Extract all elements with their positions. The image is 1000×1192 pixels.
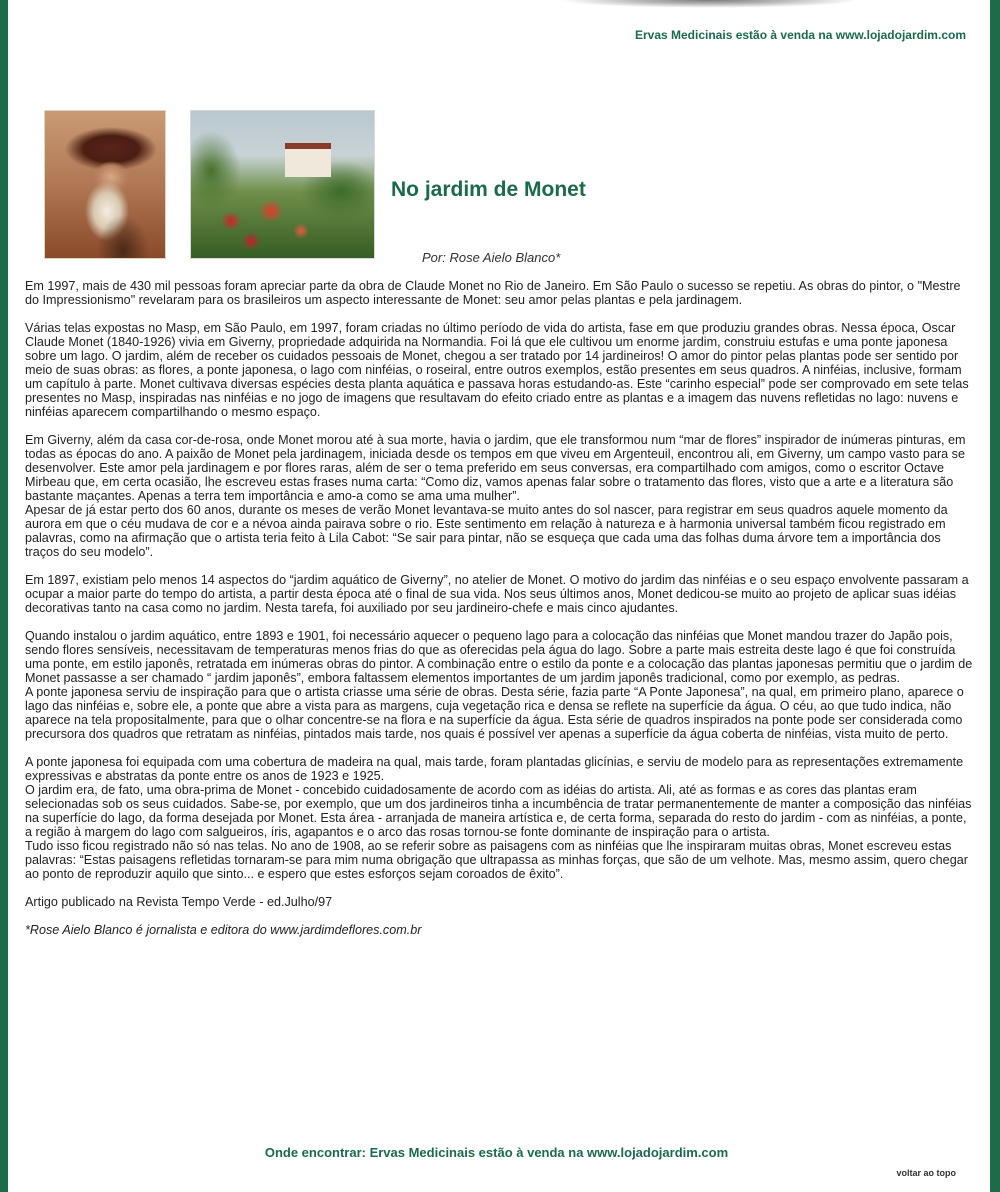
article-source: Artigo publicado na Revista Tempo Verde - ed.Julho/97 bbox=[25, 895, 333, 909]
right-border bbox=[990, 0, 1000, 1192]
paragraph: Apesar de já estar perto dos 60 anos, durante os meses de verão Monet levantava-se muito antes do sol nascer, para registrar em seus quadros aquele momento da aurora em que o céu mudava de cor e a névoa ainda pairava sobre o rio. Este sentimento em relação à natureza e à harmonia universal também ficou registrado em palavras, como na afirmação que o artista teria feito à Lila Cabot: “Se sair para pintar, não se esqueça que cada uma das folhas duma árvore tem a importância dos traços do seu modelo”. bbox=[25, 503, 948, 559]
header-shadow bbox=[560, 0, 860, 8]
article-title: No jardim de Monet bbox=[391, 178, 586, 201]
article-body bbox=[25, 279, 975, 951]
paragraph: A ponte japonesa foi equipada com uma cobertura de madeira na qual, mais tarde, foram plantadas glicínias, e serviu de modelo para as representações extremamente expressivas e abstratas da ponte entre os anos de 1923 e 1925. bbox=[25, 755, 964, 783]
store-link-top[interactable]: Ervas Medicinais estão à venda na www.lojadojardim.com bbox=[634, 28, 966, 42]
paragraph: A ponte japonesa serviu de inspiração para que o artista criasse uma série de obras. Desta série, fazia parte “A Ponte Japonesa”, na qual, em primeiro plano, aparece o lago das ninféias e, sobre ele, a ponte que abre a vista para as margens, cuja vegetação rica e densa se reflete na superfície da água. O céu, ao que tudo indica, não aparece na tela propositalmente, para que o olhar concentre-se na flora e na superfície da água. Esta série de quadros inspirados na ponte pode ser considerada como precursora dos quadros que retratam as ninféias, pintados mais tarde, nos quais é possível ver apenas a superfície da água coberta de ninféias, vista muito de perto. bbox=[25, 685, 964, 741]
paragraph: Quando instalou o jardim aquático, entre 1893 e 1901, foi necessário aquecer o pequeno lago para a colocação das ninféias que Monet mandou trazer do Japão pois, sendo flores sensíveis, necessitavam de temperaturas menos frias do que as oferecidas pela água do lago. Sobre a parte mais estreita deste lago é que foi construída uma ponte, em estilo japonês, retratada em inúmeras obras do pintor. A combinação entre o estilo da ponte e a colocação das plantas japonesas permitiu que o jardim de Monet passasse a ser chamado “ jardim japonês”, embora faltassem elementos importantes de um jardim japonês tradicional, como por exemplo, as pedras. bbox=[25, 629, 973, 685]
paragraph: Em Giverny, além da casa cor-de-rosa, onde Monet morou até à sua morte, havia o jardim, que ele transformou num “mar de flores” inspirador de inúmeras pinturas, em todas as épocas do ano. A paixão de Monet pela jardinagem, iniciada desde os tempos em que viveu em Argenteuil, encontrou ali, em Giverny, um campo vasto para se desenvolver. Este amor pela jardinagem e por flores raras, além de ser o tema preferido em seus conversas, era compartilhado com amigos, como o escritor Octave Mirbeau que, em certa ocasião, lhe escreveu estas frases numa carta: “Como diz, vamos apenas falar sobre o tratamento das flores, visto que a arte e a literatura são bastante maçantes. Apenas a terra tem importância e amo-a como se ama uma mulher”. bbox=[25, 433, 966, 503]
paragraph: Várias telas expostas no Masp, em São Paulo, em 1997, foram criadas no último período de vida do artista, fase em que produziu grandes obras. Nessa época, Oscar Claude Monet (1840-1926) vivia em Giverny, propriedade adquirida na Normandia. Foi lá que ele cultivou um enorme jardim, construiu estufas e uma ponte japonesa sobre um lago. O jardim, além de receber os cuidados pessoais de Monet, chegou a ser tratado por 14 jardineiros! O amor do pintor pelas plantas pode ser sentido por meio de suas obras: as flores, a ponte japonesa, o lago com ninféias, o roseiral, entre outros exemplos, estão presentes em seus quadros. A ninféias, inclusive, formam um capítulo à parte. Monet cultivava diversas espécies desta planta aquática e passava horas estudando-as. Este “carinho especial” pode ser comprovado em sete telas presentes no Masp, inspiradas nas ninféias e no jogo de imagens que resultavam do efeito criado entre as plantas e a imagem das nuvens refletidas no lago: nuvens e ninféias aparecem compartilhando o mesmo espaço. bbox=[25, 321, 969, 419]
paragraph: Tudo isso ficou registrado não só nas telas. No ano de 1908, ao se referir sobre as paisagens com as ninféias que lhe inspiraram muitas obras, Monet escreveu estas palavras: “Estas paisagens refletidas tornaram-se para mim numa obrigação que ultrapassa as minhas forças, que são de um velhote. Mas, mesmo assim, quero chegar ao ponto de reproduzir aquilo que sinto... e espero que estes esforços sejam coroados de êxito”. bbox=[25, 839, 968, 881]
store-link-bottom[interactable]: Onde encontrar: Ervas Medicinais estão à venda na www.lojadojardim.com bbox=[264, 1145, 729, 1160]
garden-painting-image bbox=[190, 110, 375, 259]
paragraph: O jardim era, de fato, uma obra-prima de Monet - concebido cuidadosamente de acordo com as idéias do artista. Ali, até as formas e as cores das plantas eram selecionadas sob os seus cuidados. Sabe-se, por exemplo, que um dos jardineiros tinha a incumbência de tratar permanentemente de manter a composição das ninféias na superfície do lago, da forma desejada por Monet. Esta área - arranjada de maneira artística e, de certa forma, separada do resto do jardim - com as ninféias, a ponte, a região à margem do lago com salgueiros, íris, agapantos e o arco das rosas tornou-se fonte dominante de inspiração para o artista. bbox=[25, 783, 972, 839]
left-border bbox=[0, 0, 8, 1192]
painting-house bbox=[285, 143, 331, 177]
back-to-top-link[interactable]: voltar ao topo bbox=[896, 1168, 956, 1178]
paragraph: Em 1997, mais de 430 mil pessoas foram apreciar parte da obra de Claude Monet no Rio de Janeiro. Em São Paulo o sucesso se repetiu. As obras do pintor, o "Mestre do Impressionismo" revelaram para os brasileiros um aspecto interessante de Monet: seu amor pelas plantas e pela jardinagem. bbox=[25, 279, 961, 307]
monet-portrait-image bbox=[44, 110, 166, 259]
article-byline: Por: Rose Aielo Blanco* bbox=[422, 250, 561, 265]
paragraph: Em 1897, existiam pelo menos 14 aspectos do “jardim aquático de Giverny”, no atelier de Monet. O motivo do jardim das ninféias e o seu espaço envolvente passaram a ocupar a maior parte do tempo do artista, a partir desta época até o final de sua vida. Nos seus últimos anos, Monet dedicou-se muito ao projeto de aplicar suas idéias decorativas tanto na casa como no jardim. Nesta tarefa, foi auxiliado por seu jardineiro-chefe e mais cinco ajudantes. bbox=[25, 573, 969, 615]
author-note: *Rose Aielo Blanco é jornalista e editora do www.jardimdeflores.com.br bbox=[25, 923, 422, 937]
